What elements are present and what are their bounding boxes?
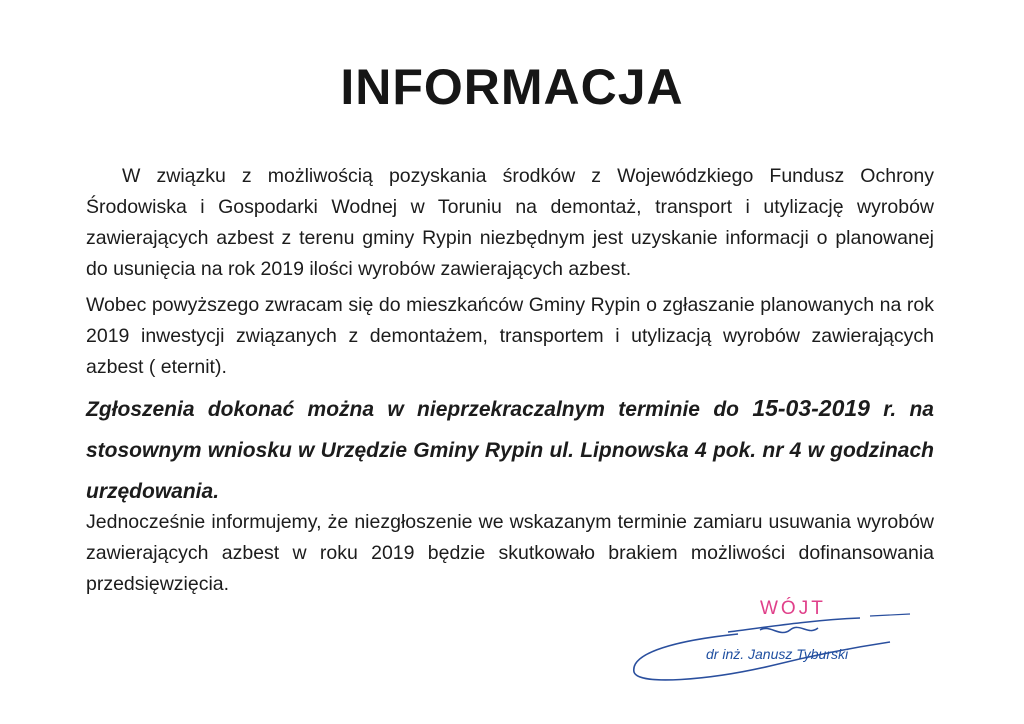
deadline-date: 15-03-2019 [752,395,870,421]
paragraph-notice: Jednocześnie informujemy, że niezgłoszenie we wskazanym terminie zamiaru usuwania wyrobów zawierających azbest w roku 2019 będzie skutkowało brakiem możliwości dofinansowania przedsięwzięcia. [86,510,934,595]
stamp-title: WÓJT [760,598,826,619]
document-title: INFORMACJA [340,59,684,115]
deadline-text-start: Zgłoszenia dokonać można w nieprzekraczalnym terminie do [86,398,753,421]
paragraph-appeal: Wobec powyższego zwracam się do mieszkańców Gminy Rypin o zgłaszanie planowanych na rok 2019 inwestycji związanych z demontażem, transportem i utylizacją wyrobów zawierających azbest ( eternit). [86,293,934,378]
paragraph-intro: W związku z możliwością pozyskania środków z Wojewódzkiego Fundusz Ochrony Środowiska i Gospodarki Wodnej w Toruniu na demontaż, transport i utylizację wyrobów zawierających azbest z terenu gminy Rypin niezbędnym jest uzyskanie informacji o planowanej do usunięcia na rok 2019 ilości wyrobów zawierających azbest. [86,164,934,280]
signatory-name: dr inż. Janusz Tyburski [706,646,849,662]
paragraph-deadline [86,388,934,512]
deadline-text-end: r. na stosownym wniosku w Urzędzie Gminy Rypin ul. Lipnowska 4 pok. nr 4 w godzinach urzędowania. [86,398,934,503]
